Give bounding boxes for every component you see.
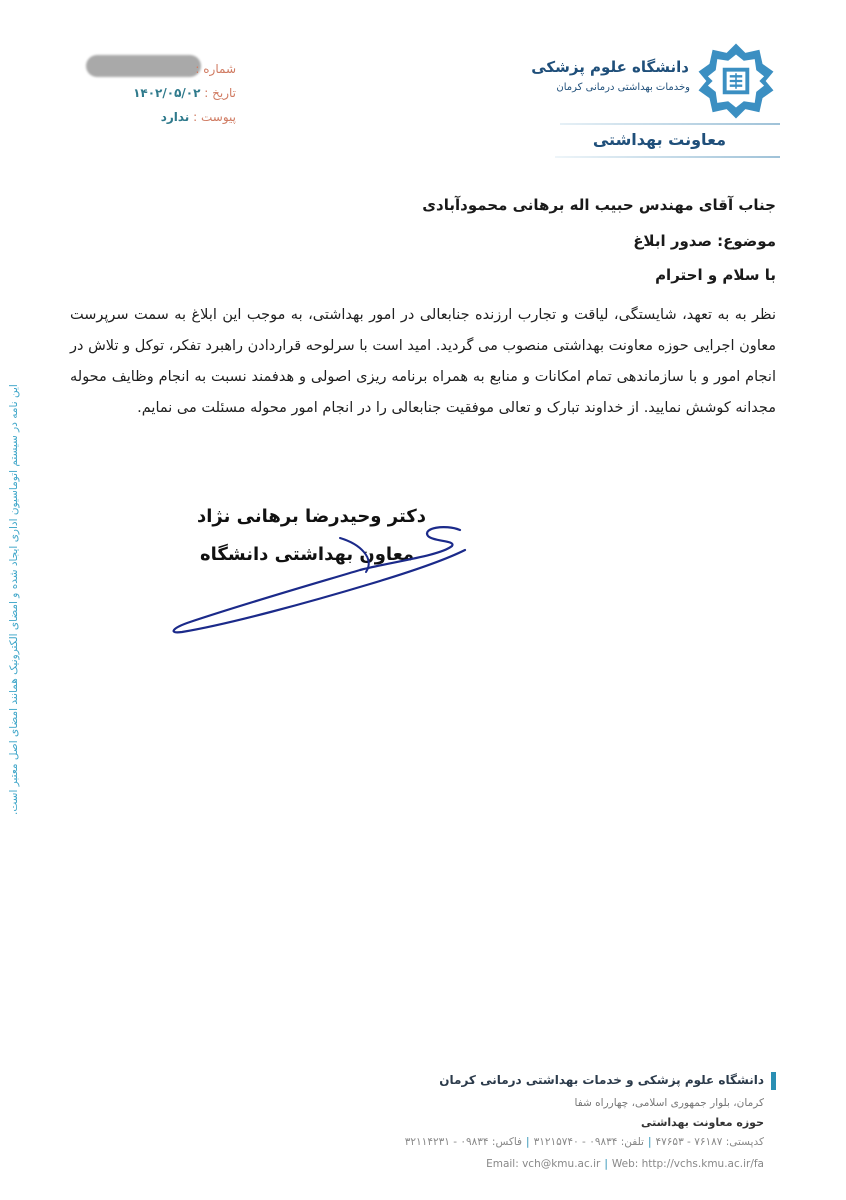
- footer-department: حوزه معاونت بهداشتی: [640, 1116, 764, 1129]
- department-name: معاونت بهداشتی: [592, 130, 726, 149]
- attachment-label: پیوست :: [193, 110, 236, 124]
- institution-name: دانشگاه علوم پزشکی: [531, 58, 689, 76]
- signatory-title: معاون بهداشتی دانشگاه: [200, 544, 414, 565]
- attachment-value: ندارد: [160, 110, 190, 124]
- handwritten-signature: [160, 510, 470, 650]
- footer-postal: کدپستی: ۷۶۱۸۷ - ۴۷۶۵۳: [655, 1136, 764, 1148]
- greeting: با سلام و احترام: [655, 266, 776, 284]
- footer-contacts: کدپستی: ۷۶۱۸۷ - ۴۷۶۵۳|تلفن: ۰۹۸۳۴ - ۳۱۲۱۵۷۴۰|فاکس: ۰۹۸۳۴ - ۳۲۱۱۴۲۳۱: [404, 1136, 764, 1148]
- footer-address: کرمان، بلوار جمهوری اسلامی، چهارراه شفا: [574, 1097, 764, 1109]
- footer-university: دانشگاه علوم پزشکی و خدمات بهداشتی درمانی کرمان: [439, 1073, 764, 1087]
- date-value: ۱۴۰۲/۰۵/۰۲: [133, 86, 201, 100]
- electronic-signature-note: این نامه در سیستم اتوماسیون اداری ایجاد شده و امضای الکترونیک همانند امضای اصل معتبر است.: [8, 384, 20, 816]
- institution-subtitle: وخدمات بهداشتی درمانی کرمان: [556, 82, 690, 93]
- footer-website[interactable]: Web: http://vchs.kmu.ac.ir/fa: [611, 1158, 764, 1170]
- letter-attachment: [161, 110, 236, 124]
- addressee: جناب آقای مهندس حبیب اله برهانی محمودآبادی: [422, 196, 776, 214]
- letter-date: [133, 86, 236, 100]
- subject: موضوع: صدور ابلاغ: [633, 232, 776, 250]
- letter-body: نظر به به تعهد، شایستگی، لیاقت و تجارب ارزنده جنابعالی در امور بهداشتی، به موجب این ابلاغ به سمت سرپرست معاون اجرایی حوزه معاونت بهداشتی منصوب می گردید. امید است با سرلوحه قراردادن راهبرد تفکر، توکل و تلاش در انجام امور و با سازماندهی تمام امکانات و منابع به همراه برنامه ریزی اصولی و هدفمند نسبت به انجام وظایف محوله مجدانه کوشش نمایید. از خداوند تبارک و تعالی موفقیت جنابعالی را در انجام امور محوله مسئلت می نمایم.: [70, 307, 776, 416]
- number-label: شماره :: [195, 62, 236, 76]
- footer-phone: تلفن: ۰۹۸۳۴ - ۳۱۲۱۵۷۴۰: [533, 1136, 644, 1148]
- footer-accent-bar: [771, 1072, 776, 1090]
- footer-web: Email: vch@kmu.ac.ir | Web: http://vchs.kmu.ac.ir/fa: [486, 1158, 764, 1170]
- redacted-number: [86, 55, 201, 77]
- signatory-name: دکتر وحیدرضا برهانی نژاد: [197, 506, 426, 527]
- header-divider-bottom: [555, 156, 780, 158]
- header-divider: [560, 123, 780, 125]
- footer-email[interactable]: Email: vch@kmu.ac.ir: [486, 1158, 601, 1170]
- footer-fax: فاکس: ۰۹۸۳۴ - ۳۲۱۱۴۲۳۱: [404, 1136, 523, 1148]
- letter-number: [195, 62, 236, 76]
- university-logo: [697, 42, 775, 120]
- date-label: تاریخ :: [204, 86, 236, 100]
